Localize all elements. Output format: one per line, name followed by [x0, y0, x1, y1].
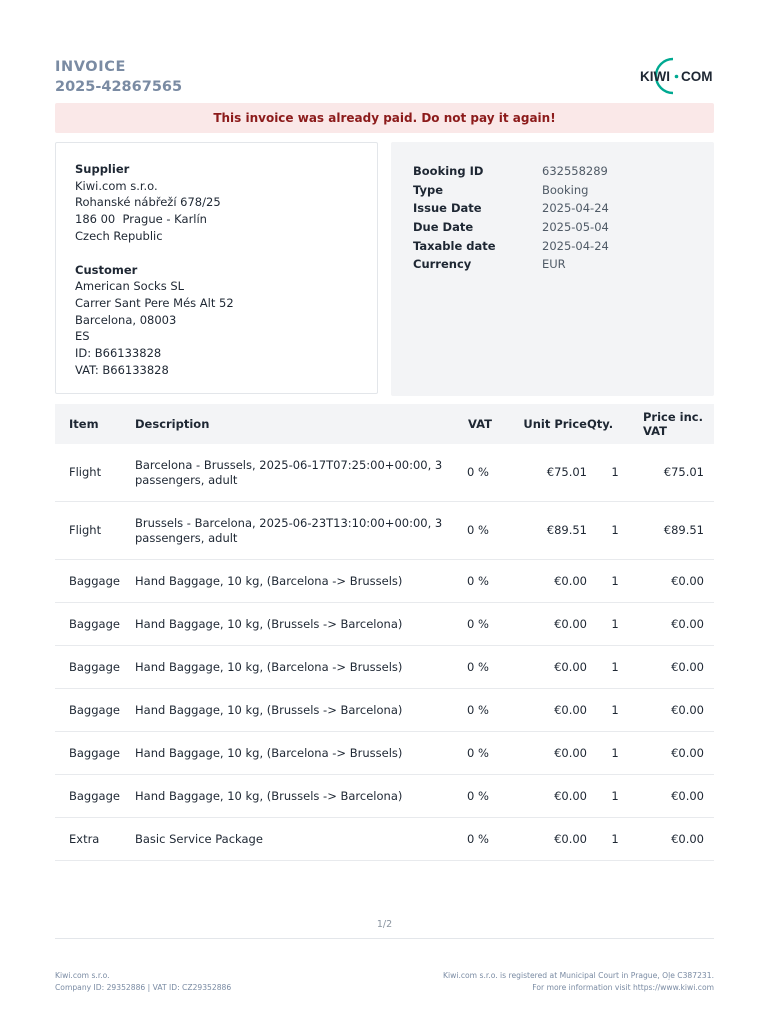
cell-total: €0.00 — [643, 689, 714, 732]
cell-qty: 1 — [587, 775, 643, 818]
cell-vat: 0 % — [465, 818, 520, 861]
cell-vat: 0 % — [465, 689, 520, 732]
cell-item: Flight — [55, 502, 135, 560]
supplier-label: Supplier — [75, 162, 130, 176]
cell-vat: 0 % — [465, 502, 520, 560]
footer-registration-text: Kiwi.com s.r.o. is registered at Municipal Court in Prague, Ol̦e C387231. — [443, 971, 714, 980]
cell-item: Baggage — [55, 646, 135, 689]
cell-unit-price: €0.00 — [520, 689, 587, 732]
cell-description: Hand Baggage, 10 kg, (Brussels -> Barcelona) — [135, 689, 465, 732]
cell-unit-price: €0.00 — [520, 646, 587, 689]
table-row — [55, 560, 714, 603]
cell-vat: 0 % — [465, 775, 520, 818]
detail-row — [413, 162, 714, 181]
supplier-line: Kiwi.com s.r.o. — [75, 178, 158, 193]
cell-item: Baggage — [55, 603, 135, 646]
customer-line: ID: B66133828 — [75, 346, 162, 361]
svg-text:COM: COM — [681, 69, 713, 84]
invoice-header — [55, 58, 182, 98]
supplier-line: 186 00 Prague - Karlín — [75, 212, 207, 227]
booking-details-box — [391, 142, 714, 396]
detail-row — [413, 236, 714, 255]
cell-unit-price: €0.00 — [520, 775, 587, 818]
cell-qty: 1 — [587, 603, 643, 646]
cell-unit-price: €0.00 — [520, 818, 587, 861]
cell-description: Hand Baggage, 10 kg, (Barcelona -> Brussels) — [135, 560, 465, 603]
cell-item: Flight — [55, 444, 135, 502]
cell-vat: 0 % — [465, 732, 520, 775]
cell-total: €0.00 — [643, 560, 714, 603]
cell-vat: 0 % — [465, 646, 520, 689]
customer-line: Carrer Sant Pere Més Alt 52 — [75, 295, 234, 310]
detail-value: 2025-04-24 — [542, 238, 609, 253]
cell-description: Hand Baggage, 10 kg, (Barcelona -> Brussels) — [135, 732, 465, 775]
detail-key: Due Date — [413, 220, 474, 235]
cell-description: Barcelona - Brussels, 2025-06-17T07:25:00+00:00, 3 passengers, adult — [135, 444, 465, 502]
cell-description: Brussels - Barcelona, 2025-06-23T13:10:00+00:00, 3 passengers, adult — [135, 502, 465, 560]
kiwi-logo — [630, 56, 718, 96]
cell-qty: 1 — [587, 818, 643, 861]
detail-key: Issue Date — [413, 201, 482, 216]
table-row — [55, 444, 714, 502]
paid-alert-text: This invoice was already paid. Do not pay it again! — [213, 111, 556, 125]
cell-total: €0.00 — [643, 646, 714, 689]
cell-item: Baggage — [55, 732, 135, 775]
detail-key: Booking ID — [413, 164, 484, 179]
cell-total: €0.00 — [643, 603, 714, 646]
cell-total: €89.51 — [643, 502, 714, 560]
cell-description: Hand Baggage, 10 kg, (Barcelona -> Brussels) — [135, 646, 465, 689]
invoice-title: INVOICE — [55, 59, 126, 75]
cell-total: €0.00 — [643, 775, 714, 818]
footer-company-ids: Company ID: 29352886 | VAT ID: CZ29352886 — [55, 983, 232, 992]
cell-item: Baggage — [55, 689, 135, 732]
supplier-line: Rohanské nábřeží 678/25 — [75, 195, 221, 210]
paid-alert-banner — [55, 103, 714, 133]
cell-description: Hand Baggage, 10 kg, (Brussels -> Barcelona) — [135, 603, 465, 646]
cell-unit-price: €89.51 — [520, 502, 587, 560]
detail-row — [413, 181, 714, 200]
header-vat: VAT — [465, 404, 520, 444]
detail-value: 632558289 — [542, 164, 608, 179]
detail-row — [413, 255, 714, 274]
customer-line: VAT: B66133828 — [75, 362, 169, 377]
cell-item: Baggage — [55, 560, 135, 603]
cell-total: €0.00 — [643, 732, 714, 775]
parties-box — [55, 142, 378, 394]
cell-total: €0.00 — [643, 818, 714, 861]
footer-divider — [55, 938, 714, 939]
invoice-number: 2025-42867565 — [55, 79, 183, 95]
header-unit-price: Unit Price — [520, 404, 587, 444]
header-description: Description — [135, 404, 465, 444]
invoice-items-table — [55, 404, 714, 861]
cell-qty: 1 — [587, 560, 643, 603]
cell-item: Baggage — [55, 775, 135, 818]
detail-value: 2025-05-04 — [542, 220, 609, 235]
cell-qty: 1 — [587, 689, 643, 732]
cell-qty: 1 — [587, 502, 643, 560]
cell-qty: 1 — [587, 732, 643, 775]
table-row — [55, 502, 714, 560]
customer-label: Customer — [75, 262, 138, 277]
footer-registration-info — [443, 970, 714, 994]
detail-key: Taxable date — [413, 238, 496, 253]
cell-vat: 0 % — [465, 444, 520, 502]
detail-value: 2025-04-24 — [542, 201, 609, 216]
cell-unit-price: €0.00 — [520, 603, 587, 646]
table-row — [55, 689, 714, 732]
cell-qty: 1 — [587, 646, 643, 689]
footer-company-name: Kiwi.com s.r.o. — [55, 971, 110, 980]
cell-item: Extra — [55, 818, 135, 861]
detail-key: Type — [413, 182, 444, 197]
detail-key: Currency — [413, 257, 472, 272]
table-row — [55, 646, 714, 689]
table-row — [55, 732, 714, 775]
cell-unit-price: €0.00 — [520, 560, 587, 603]
table-row — [55, 775, 714, 818]
cell-qty: 1 — [587, 444, 643, 502]
customer-line: Barcelona, 08003 — [75, 312, 177, 327]
footer-website-link[interactable]: For more information visit https://www.kiwi.com — [532, 983, 714, 992]
supplier-line: Czech Republic — [75, 228, 163, 243]
table-header-row — [55, 404, 714, 444]
cell-unit-price: €75.01 — [520, 444, 587, 502]
detail-row — [413, 218, 714, 237]
cell-unit-price: €0.00 — [520, 732, 587, 775]
header-item: Item — [55, 404, 135, 444]
cell-vat: 0 % — [465, 560, 520, 603]
cell-total: €75.01 — [643, 444, 714, 502]
cell-vat: 0 % — [465, 603, 520, 646]
cell-description: Hand Baggage, 10 kg, (Brussels -> Barcelona) — [135, 775, 465, 818]
table-row — [55, 603, 714, 646]
detail-row — [413, 199, 714, 218]
page-number: 1/2 — [376, 919, 393, 930]
customer-line: American Socks SL — [75, 279, 185, 294]
customer-line: ES — [75, 329, 90, 344]
detail-value: Booking — [542, 182, 589, 197]
cell-description: Basic Service Package — [135, 818, 465, 861]
footer-company-info — [55, 970, 231, 994]
detail-value: EUR — [542, 257, 566, 272]
header-price-inc-vat: Price inc. VAT — [643, 404, 714, 444]
table-row — [55, 818, 714, 861]
svg-text:KIWI: KIWI — [640, 69, 670, 84]
header-qty: Qty. — [587, 404, 643, 444]
